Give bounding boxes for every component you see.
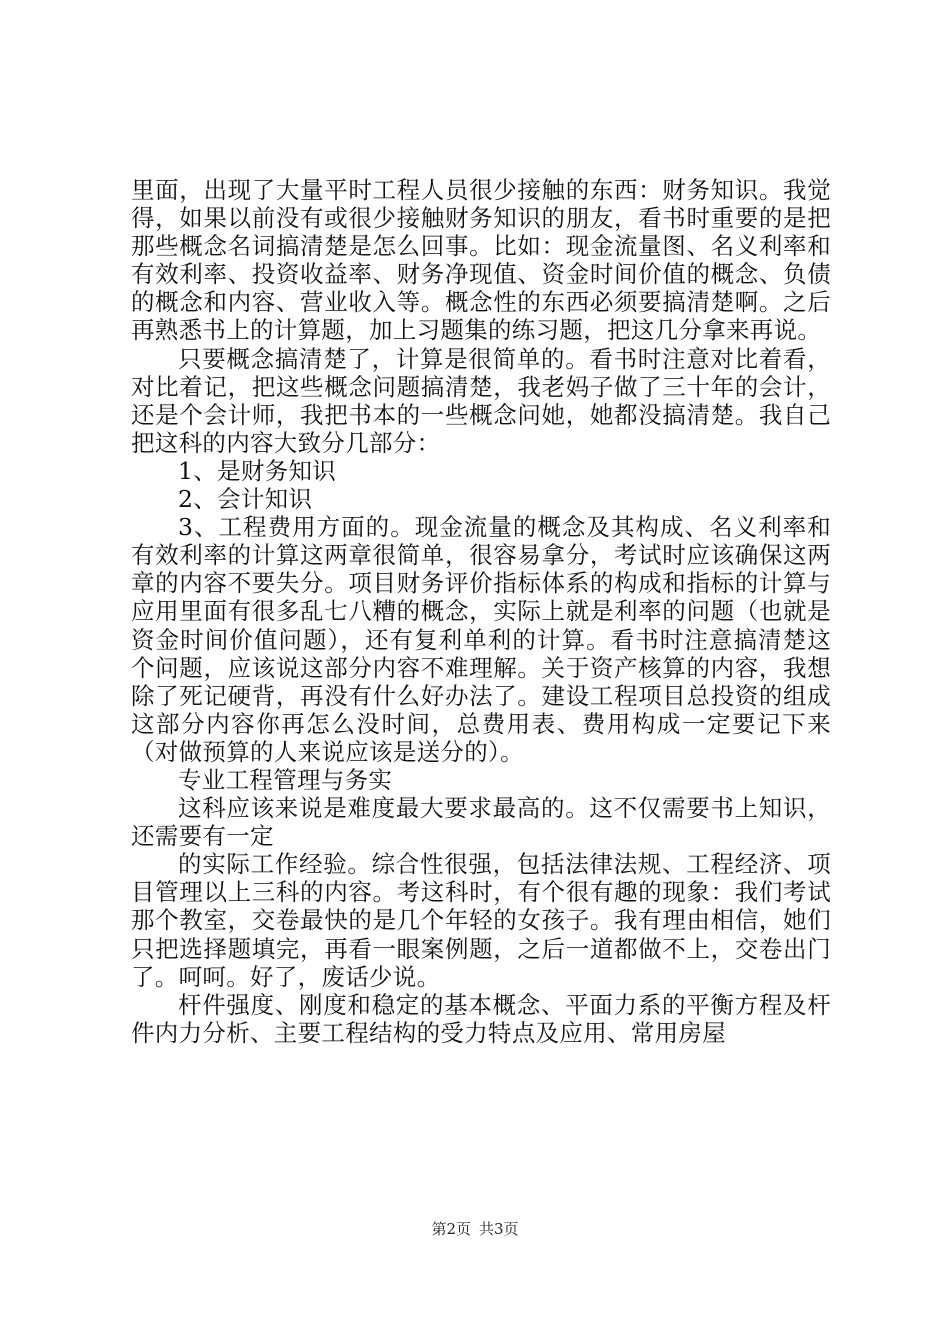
page-footer: [0, 1218, 950, 1239]
paragraph: 的实际工作经验。综合性很强，包括法律法规、工程经济、项目管理以上三科的内容。考这科时，有个很有趣的现象：我们考试那个教室，交卷最快的是几个年轻的女孩子。我有理由相信，她们只把选择题填完，再看一眼案例题，之后一道都做不上，交卷出门了。呵呵。好了，废话少说。: [131, 850, 831, 991]
document-body: [131, 176, 831, 1047]
page-total: 共3页: [479, 1220, 519, 1238]
paragraph: 只要概念搞清楚了，计算是很简单的。看书时注意对比着看，对比着记，把这些概念问题搞清楚，我老妈子做了三十年的会计，还是个会计师，我把书本的一些概念问她，她都没搞清楚。我自己把这科的内容大致分几部分：: [131, 344, 831, 457]
paragraph: 这科应该来说是难度最大要求最高的。这不仅需要书上知识，还需要有一定: [131, 794, 831, 851]
list-item: 2、会计知识: [178, 485, 313, 514]
page-number: 第2页: [431, 1220, 471, 1238]
paragraph: 杆件强度、刚度和稳定的基本概念、平面力系的平衡方程及杆件内力分析、主要工程结构的受力特点及应用、常用房屋: [131, 990, 831, 1047]
list-item: 1、是财务知识: [178, 456, 337, 485]
list-item: 3、工程费用方面的。现金流量的概念及其构成、名义利率和有效利率的计算这两章很简单，很容易拿分，考试时应该确保这两章的内容不要失分。项目财务评价指标体系的构成和指标的计算与应用里面有很多乱七八糟的概念，实际上就是利率的问题（也就是资金时间价值问题），还有复利单利的计算。看书时注意搞清楚这个问题，应该说这部分内容不难理解。关于资产核算的内容，我想除了死记硬背，再没有什么好办法了。建设工程项目总投资的组成这部分内容你再怎么没时间，总费用表、费用构成一定要记下来（对做预算的人来说应该是送分的）。: [131, 513, 831, 766]
section-heading: 专业工程管理与务实: [178, 765, 393, 794]
paragraph: 里面，出现了大量平时工程人员很少接触的东西：财务知识。我觉得，如果以前没有或很少接触财务知识的朋友，看书时重要的是把那些概念名词搞清楚是怎么回事。比如：现金流量图、名义利率和有效利率、投资收益率、财务净现值、资金时间价值的概念、负债的概念和内容、营业收入等。概念性的东西必须要搞清楚啊。之后再熟悉书上的计算题，加上习题集的练习题，把这几分拿来再说。: [131, 176, 831, 345]
